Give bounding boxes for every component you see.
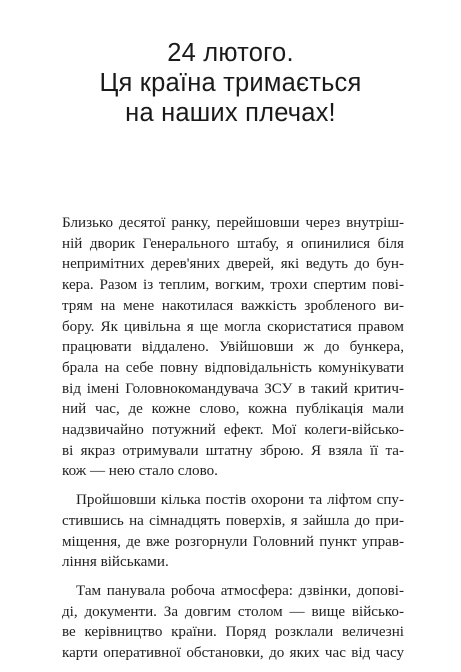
text-line: ний час, де кожне слово, кожна публікація мали xyxy=(62,401,404,418)
text-line: кож — нею стало слово. xyxy=(62,463,218,480)
paragraph-3 xyxy=(62,581,404,664)
paragraph-1 xyxy=(62,213,404,482)
text-line: карти оперативної обстановки, до яких час від часу xyxy=(62,645,404,662)
text-line: від імені Головнокомандувача ЗСУ в такий критич- xyxy=(62,380,404,397)
text-line: ді, документи. За довгим столом — вище військо- xyxy=(62,603,404,620)
chapter-title-line: на наших плечах! xyxy=(125,99,336,127)
text-line: Пройшовши кілька постів охорони та ліфтом спу- xyxy=(76,492,404,509)
text-line: трям на мене накотилася важкість зробленого ви- xyxy=(62,297,404,314)
text-line: міщення, де вже розгорнули Головний пункт управ- xyxy=(62,533,404,550)
body-text xyxy=(62,213,404,672)
text-line: брала на себе повну відповідальність комунікувати xyxy=(62,359,404,376)
text-line: Близько десятої ранку, перейшовши через внутріш- xyxy=(62,215,404,231)
chapter-title-line: Ця країна тримається xyxy=(99,69,362,97)
chapter-title xyxy=(20,38,441,128)
text-line: бору. Як цивільна я ще могла скористатися правом xyxy=(62,318,404,335)
text-line: ві якраз отримували штатну зброю. Я взяла її та- xyxy=(62,442,404,459)
text-line: непримітних дерев'яних дверей, які ведуть до бун- xyxy=(62,256,404,273)
paragraph-2 xyxy=(62,490,404,573)
text-line: стившись на сімнадцять поверхів, я зайшла до при- xyxy=(62,512,404,529)
text-line: ній дворик Генерального штабу, я опинилися біля xyxy=(62,235,404,252)
chapter-title-line: 24 лютого. xyxy=(167,39,294,67)
text-line: Там панувала робоча атмосфера: дзвінки, допові- xyxy=(76,582,404,599)
text-line: ління військами. xyxy=(62,554,169,571)
text-line: працювати віддалено. Увійшовши ж до бункера, xyxy=(62,339,404,356)
text-line: кера. Разом із теплим, вогким, трохи спертим пові- xyxy=(62,277,404,294)
text-line: надзвичайно потужний ефект. Мої колеги-військо- xyxy=(62,422,404,439)
text-line: ве керівництво країни. Поряд розклали величезні xyxy=(62,624,404,641)
